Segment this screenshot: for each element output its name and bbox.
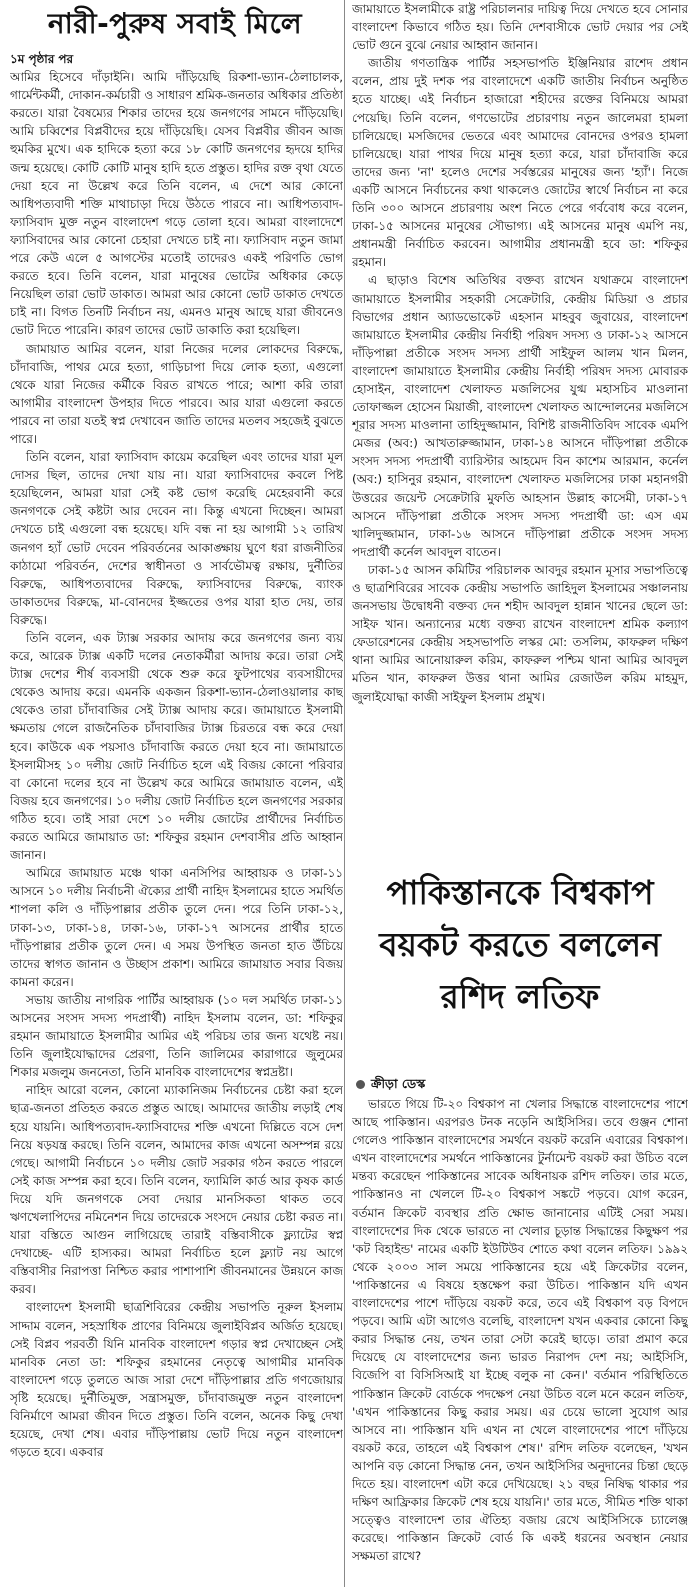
main-paragraph: তিনি বলেন, এক ট্যাক্স সরকার আদায় করে জনগণের জন্য ব্যয় করে, আরেক ট্যাক্স একটি দলের নেতাকর্মীরা আদায় করে। তারা সেই ট্যাক্স দেশের শীর্ষ ব্যবসায়ী থেকে শুরু করে ফুটপাথের ব্যবসায়ীদের থেকেও আদায় করে। এমনকি একজন রিকশা-ভ্যান-ঠেলাওয়ালার কাছ থেকেও তারা চাঁদাবাজির সেই ট্যাক্স আদায় করে। জামায়াতে ইসলামী ক্ষমতায় গেলে রাজনৈতিক চাঁদাবাজির ট্যাক্স চিরতরে বন্ধ করে দেয়া হবে। কাউকে এক পয়সাও চাঁদাবাজি করতে দেয়া হবে না। জামায়াতে ইসলামীসহ ১০ দলীয় জোট নির্বাচিত হলে এই বিজয় কোনো পরিবার বা কোনো দলের হবে না উল্লেখ করে আমিরে জামায়াত বলেন, এই বিজয় হবে জনগণের। ১০ দলীয় জোট নির্বাচিত হলে জনগণের সরকার গঠিত হবে। তাই সারা দেশে ১০ দলীয় জোটের প্রার্থীদের নির্বাচিত করতে আমিরে জামায়াত ডা: শফিকুর রহমান দেশবাসীর প্রতি আহ্বান জানান। xyxy=(10,631,343,863)
main-paragraph: জাতীয় গণতান্ত্রিক পার্টির সহসভাপতি ইঞ্জিনিয়ার রাশেদ প্রধান বলেন, প্রায় দুই দশক পর বাংলাদেশে একটি জাতীয় নির্বাচন অনুষ্ঠিত হতে যাচ্ছে। এই নির্বাচন হাজারো শহীদের রক্তের বিনিময়ে আমরা পেয়েছি। তিনি বলেন, গণভোটের প্রচারণায় নতুন জালেমরা হামলা চালিয়েছে। মসজিদের ভেতরে এবং আমাদের বোনদের ওপরও হামলা চালিয়েছে। যারা পাথর দিয়ে মানুষ হত্যা করে, যারা চাঁদাবাজি করে তাদের জন্য 'না' হলেও দেশের সর্বস্তরের মানুষের জন্য 'হ্যাঁ'। নিজে একটি আসনে নির্বাচনের কথা থাকলেও জোটের স্বার্থে নির্বাচন না করে তিনি ৩০০ আসনে প্রচারণায় অংশ নিতে পেরে গর্ববোধ করে বলেন, ঢাকা-১৫ আসনের মানুষের সৌভাগ্য। এই আসনের মানুষ এমপি নয়, প্রধানমন্ত্রী নির্বাচিত করবেন। আগামীর প্রধানমন্ত্রী হবে ডা: শফিকুর রহমান। xyxy=(352,56,688,270)
cricket-paragraph: ভারতে গিয়ে টি-২০ বিশ্বকাপ না খেলার সিদ্ধান্তে বাংলাদেশের পাশে আছে পাকিস্তান। এরপরও টনক নড়েনি আইসিসির। তবে গুঞ্জন শোনা গেলেও পাকিস্তান বাংলাদেশের সমর্থনে বয়কট করেনি এবারের বিশ্বকাপ। এখন বাংলাদেশের সমর্থনে পাকিস্তানের টুর্নামেন্ট বয়কট করা উচিত বলে মন্তব্য করেছেন পাকিস্তানের সাবেক অধিনায়ক রশিদ লতিফ। তার মতে, পাকিস্তানও না খেললে টি-২০ বিশ্বকাপ সঙ্কটে পড়বে। যোগ করেন, বর্তমান ক্রিকেট ব্যবস্থার প্রতি ক্ষোভ জানানোর এটিই সেরা সময়। বাংলাদেশের দিক থেকে ভারতে না খেলার চূড়ান্ত সিদ্ধান্তের কিছুক্ষণ পর 'কট বিহাইন্ড' নামের একটি ইউটিউব শোতে কথা বলেন লতিফ। ১৯৯২ থেকে ২০০৩ সাল সময়ে পাকিস্তানের হয়ে এই ক্রিকেটার বলেন, 'পাকিস্তানের এ বিষয়ে হস্তক্ষেপ করা উচিত। পাকিস্তান যদি এখন বাংলাদেশের পাশে দাঁড়িয়ে বয়কট করে, তবে এই বিশ্বকাপ বড় বিপদে পড়বে। আমি এটা আগেও বলেছি, বাংলাদেশ যখন একবার কোনো কিছু করার সিদ্ধান্ত নেয়, তখন তারা সেটা করেই ছাড়ে। তারা প্রমাণ করে দিয়েছে যে বাংলাদেশের জন্য ভারত নিরাপদ দেশ নয়; আইসিসি, বিজেপি বা বিসিসিআই যা ইচ্ছে বলুক না কেন।' বর্তমান পরিস্থিতিতে পাকিস্তান ক্রিকেট বোর্ডকে পদক্ষেপ নেয়া উচিত বলে মনে করেন লতিফ, 'এখন পাকিস্তানের কিছু করার সময়। এর চেয়ে ভালো সুযোগ আর আসবে না। পাকিস্তান যদি এখন না খেলে বাংলাদেশের পাশে দাঁড়িয়ে বয়কট করে, তাহলে এই বিশ্বকাপ শেষ।' রশিদ লতিফ বলেছেন, 'যখন আপনি বড় কোনো সিদ্ধান্ত নেন, তখন আইসিসির অনুদানের চিন্তা ছেড়ে দিতে হয়। বাংলাদেশ এটা করে দেখিয়েছে। ২১ বছর নিষিদ্ধ থাকার পর দক্ষিণ আফ্রিকার ক্রিকেট শেষ হয়ে যায়নি।' তার মতে, সীমিত শক্তি থাকা সত্ত্বেও বাংলাদেশ তার ঐতিহ্য বজায় রেখে আইসিসিকে চ্যালেঞ্জ করেছে। পাকিস্তান ক্রিকেট বোর্ড কি একই ধরনের অবস্থান নেয়ার সক্ষমতা রাখে? xyxy=(352,1097,688,1564)
main-paragraph: আমিরে জামায়াত মঞ্চে থাকা এনসিপির আহ্বায়ক ও ঢাকা-১১ আসনে ১০ দলীয় নির্বাচনী ঐক্যের প্রার্থী নাহিদ ইসলামের হাতে সমর্থিত শাপলা কলি ও দাঁড়িপাল্লার প্রতীক তুলে দেন। পরে তিনি ঢাকা-১২, ঢাকা-১৩, ঢাকা-১৪, ঢাকা-১৬, ঢাকা-১৭ আসনের প্রার্থীর হাতে দাঁড়িপাল্লার প্রতীক তুলে দেন। এ সময় উপস্থিত জনতা হাত উঁচিয়ে তাদের স্বাগত জানান ও উচ্ছাস প্রকাশ। আমিরে জামায়াত সবার বিজয় কামনা করেন। xyxy=(10,866,343,989)
cricket-headline-line: বয়কট করতে বললেন xyxy=(379,925,661,964)
main-paragraph: এ ছাড়াও বিশেষ অতিথির বক্তব্য রাখেন যথাক্রমে বাংলাদেশ জামায়াতে ইসলামীর সহকারী সেক্রেটারি, কেন্দ্রীয় মিডিয়া ও প্রচার বিভাগের প্রধান অ্যাডভোকেট এহসান মাহবুব জুবায়ের, বাংলাদেশ জামায়াতে ইসলামীর কেন্দ্রীয় নির্বাহী পরিষদ সদস্য ও ঢাকা-১২ আসনে দাঁড়িপাল্লা প্রতীকে সংসদ সদস্য প্রার্থী সাইফুল আলম খান মিলন, বাংলাদেশ জামায়াতে ইসলামীর কেন্দ্রীয় নির্বাহী পরিষদ সদস্য মোবারক হোসাইন, বাংলাদেশ খেলাফত মজলিসের যুগ্ম মহাসচিব মাওলানা তোফাজ্জল হোসেন মিয়াজী, বাংলাদেশ খেলাফত আন্দোলনের মজলিসে শূরার সদস্য মাওলানা তাহিদুজ্জামান, বিশিষ্ট রাজনীতিবিদ সাবেক এমপি মেজর (অব:) আখতারুজ্জামান, ঢাকা-১৪ আসনে দাঁড়িপাল্লা প্রতীকে সংসদ সদস্য পদপ্রার্থী ব্যারিস্টার আহমেদ বিন কাশেম আরমান, কর্নেল (অব:) হাসিনুর রহমান, বাংলাদেশ খেলাফত মজলিসের ঢাকা মহানগরী উত্তরের জয়েন্ট সেক্রেটারি মুফতি আহসান উল্লাহ কাসেমী, ঢাকা-১৭ আসনে দাঁড়িপাল্লা প্রতীকে সংসদ সদস্য পদপ্রার্থী ডা: এস এম খালিদুজ্জামান, ঢাকা-১৬ আসনে দাঁড়িপাল্লা প্রতীকে সংসদ সদস্য পদপ্রার্থী কর্নেল আবদুল বাতেন। xyxy=(352,273,688,559)
cricket-story-column xyxy=(352,1095,688,1585)
main-paragraph: সভায় জাতীয় নাগরিক পার্টির আহ্বায়ক (১০ দল সমর্থিত ঢাকা-১১ আসনের সংসদ সদস্য পদপ্রার্থী) নাহিদ ইসলাম বলেন, ডা: শফিকুর রহমান জামায়াতে ইসলামীর আমির এই পরিচয় তার জন্য যথেষ্ট নয়। তিনি জুলাইযোদ্ধাদের প্রেরণা, তিনি জালিমের কারাগারে জুলুমের শিকার মজলুম জননেতা, তিনি মানবিক বাংলাদেশের স্বপ্নদ্রষ্টা। xyxy=(10,992,343,1080)
cricket-headline-line: রশিদ লতিফ xyxy=(440,977,600,1016)
desk-label: ক্রীড়া ডেস্ক xyxy=(371,1076,426,1091)
main-paragraph: আমির হিসেবে দাঁড়াইনি। আমি দাঁড়িয়েছি রিকশা-ভ্যান-ঠেলাচালক, গার্মেন্টকর্মী, দোকান-কর্মচারী ও সাধারণ শ্রমিক-জনতার অধিকার প্রতিষ্ঠা করতে। যারা বৈষম্যের শিকার তাদের হয়ে জনগণের সামনে দাঁড়িয়েছি। আমি চব্বিশের বিপ্লবীদের হয়ে দাঁড়িয়েছি। যেসব বিপ্লবীর জীবন আজ হুমকির মুখে। এক হাদিকে হত্যা করে ১৮ কোটি জনগণের হৃদয়ে হাদির জন্ম হয়েছে। কোটি কোটি মানুষ হাদি হতে প্রস্তুত। হাদির রক্ত বৃথা যেতে দেয়া হবে না উল্লেখ করে তিনি বলেন, এ দেশে আর কোনো আধিপত্যবাদী শক্তি মাথাচাড়া দিয়ে উঠতে পারবে না। আধিপত্যবাদ-ফ্যাসিবাদ মুক্ত নতুন বাংলাদেশ গড়ে তোলা হবে। আমরা বাংলাদেশে ফ্যাসিবাদের আর কোনো চেহারা দেখতে চাই না। ফ্যাসিবাদ নতুন জামা পরে কেউ এলে ৫ আগস্টের মতোই তাদেরও একই পরিণতি ভোগ করতে হবে। তিনি বলেন, যারা মানুষের ভোটের অধিকার কেড়ে নিয়েছিল তারা ভোট ডাকাত। আমরা আর কোনো ভোট ডাকাত দেখতে চাই না। বিগত তিনটি নির্বাচন নয়, এমনও মানুষ আছে যারা জীবনেও ভোট দিতে পারেনি। কারণ তাদের ভোট ডাকাতি করা হয়েছিল। xyxy=(10,70,343,338)
column-divider xyxy=(344,0,345,1587)
main-paragraph: বাংলাদেশ ইসলামী ছাত্রশিবিরের কেন্দ্রীয় সভাপতি নূরুল ইসলাম সাদ্দাম বলেন, সহস্রাধিক প্রাণের বিনিময়ে জুলাইবিপ্লব অর্জিত হয়েছে। সেই বিপ্লব পরবর্তী যিনি মানবিক বাংলাদেশ গড়ার স্বপ্ন দেখাচ্ছেন সেই মানবিক নেতা ডা: শফিকুর রহমানের নেতৃত্বে আগামীর মানবিক বাংলাদেশ গড়ে তুলতে আজ সারা দেশে দাঁড়িপাল্লার প্রতি গণজোয়ার সৃষ্টি হয়েছে। দুর্নীতিমুক্ত, সন্ত্রাসমুক্ত, চাঁদাবাজমুক্ত নতুন বাংলাদেশ বিনির্মাণে আমরা জীবন দিতে প্রস্তুত। তিনি বলেন, অনেক কিছু দেখা হয়েছে, দেখা শেষ। এবার দাঁড়িপাল্লায় ভোট দিয়ে নতুন বাংলাদেশ গড়তে হবে। একবার xyxy=(10,1300,343,1460)
main-paragraph: ঢাকা-১৫ আসন কমিটির পরিচালক আবদুর রহমান মূসার সভাপতিত্বে ও ছাত্রশিবিরের সাবেক কেন্দ্রীয় সভাপতি জাহিদুল ইসলামের সঞ্চালনায় জনসভায় উদ্বোধনী বক্তব্য দেন শহীদ আবদুল হান্নান খানের ছেলে ডা: সাইফ খান। অন্যান্যের মধ্যে বক্তব্য রাখেন বাংলাদেশ শ্রমিক কল্যাণ ফেডারেশনের কেন্দ্রীয় সহসভাপতি লস্কর মো: তসলিম, কাফরুল দক্ষিণ থানা আমির আনোয়ারুল করিম, কাফরুল পশ্চিম থানা আমির আবদুল মতিন খান, কাফরুল উত্তর থানা আমির রেজাউল করিম মাহমুদ, জুলাইযোদ্ধা কাজী সাইফুল ইসলাম প্রমুখ। xyxy=(352,562,688,704)
main-story-left-column xyxy=(10,50,343,1585)
desk-byline xyxy=(352,1075,688,1093)
cricket-headline-line: পাকিস্তানকে বিশ্বকাপ xyxy=(386,873,654,912)
main-story-right-column xyxy=(352,0,688,860)
bullet-icon xyxy=(356,1080,365,1089)
main-paragraph: নাহিদ আরো বলেন, কোনো ম্যাকানিজম নির্বাচনের চেষ্টা করা হলে ছাত্র-জনতা প্রতিহত করতে প্রস্তুত আছে। আমাদের জাতীয় লড়াই শেষ হয়ে যায়নি। আধিপত্যবাদ-ফ্যাসিবাদের শক্তি এখনো দিল্লিতে বসে দেশ নিয়ে ষড়যন্ত্র করছে। তিনি বলেন, আমাদের কাজ এখনো অসম্পন্ন রয়ে গেছে। আগামী নির্বাচনে ১০ দলীয় জোট সরকার গঠন করতে পারলে সেই কাজ সম্পন্ন করা হবে। তিনি বলেন, ফ্যামিলি কার্ড আর কৃষক কার্ড দিয়ে যদি জনগণকে সেবা দেয়ার মানসিকতা থাকত তবে ঋণখেলাপিদের নমিনেশন দিয়ে তাদেরকে সংসদে নেয়ার চেষ্টা করত না। যারা বস্তিতে আগুন লাগিয়েছে তারাই বস্তিবাসীকে ফ্ল্যাটের স্বপ্ন দেখাচ্ছে- এটি হাস্যকর। আমরা নির্বাচিত হলে ফ্ল্যাট নয় আগে বস্তিবাসীর নিরাপত্তা নিশ্চিত করার পাশাপাশি জীবনমানের উন্নয়নে কাজ করব। xyxy=(10,1083,343,1297)
main-paragraph: জামায়াতে ইসলামীকে রাষ্ট্র পরিচালনার দায়িত্ব দিয়ে দেখতে হবে সোনার বাংলাদেশ কিভাবে গঠিত হয়। তিনি দেশবাসীকে ভোট দেয়ার পর সেই ভোট গুনে বুঝে নেয়ার আহ্বান জানান। xyxy=(352,2,688,53)
cricket-headline xyxy=(352,867,688,1077)
main-paragraph: তিনি বলেন, যারা ফ্যাসিবাদ কায়েম করেছিল এবং তাদের যারা মূল দোসর ছিল, তাদের দেখা যায় না। যারা ফ্যাসিবাদের কবলে পিষ্ট হয়েছিলেন, আমরা যারা সেই কষ্ট ভোগ করেছি মেহেরবানী করে জনগণকে সেই কষ্টটা আর দেবেন না। কিন্তু এখনো দিচ্ছেন। আমরা দেখতে চাই এগুলো বন্ধ হয়েছে। যদি বন্ধ না হয় আগামী ১২ তারিখ জনগণ হ্যাঁ ভোট দেবেন পরিবর্তনের আকাঙ্ক্ষায় ঘুণে ধরা রাজনীতির কাঠামো পরিবর্তন, দেশের স্বাধীনতা ও সার্বভৌমত্ব রক্ষায়, দুর্নীতির বিরুদ্ধে, আধিপত্যবাদের বিরুদ্ধে, ফ্যাসিবাদের বিরুদ্ধে, ব্যাংক ডাকাতদের বিরুদ্ধে, মা-বোনদের ইজ্জতের ওপর যারা হাত দেয়, তার বিরুদ্ধে। xyxy=(10,450,343,627)
main-paragraph: জামায়াত আমির বলেন, যারা নিজের দলের লোকদের বিরুদ্ধে, চাঁদাবাজি, পাথর মেরে হত্যা, গাড়িচাপা দিয়ে লোক হত্যা, এগুলো থেকে যারা নিজের কর্মীকে বিরত রাখতে পারে; আশা করি তারা আগামীর বাংলাদেশ উপহার দিতে পারবে। আর যারা এগুলো করতে পারবে না তারা যতই স্বপ্ন দেখাবেন জাতি তাদের মতলব সহজেই বুঝতে পারে। xyxy=(10,341,343,446)
main-headline: নারী-পুরুষ সবাই মিলে xyxy=(47,7,303,40)
continued-label: ১ম পৃষ্ঠার পর xyxy=(10,52,74,66)
